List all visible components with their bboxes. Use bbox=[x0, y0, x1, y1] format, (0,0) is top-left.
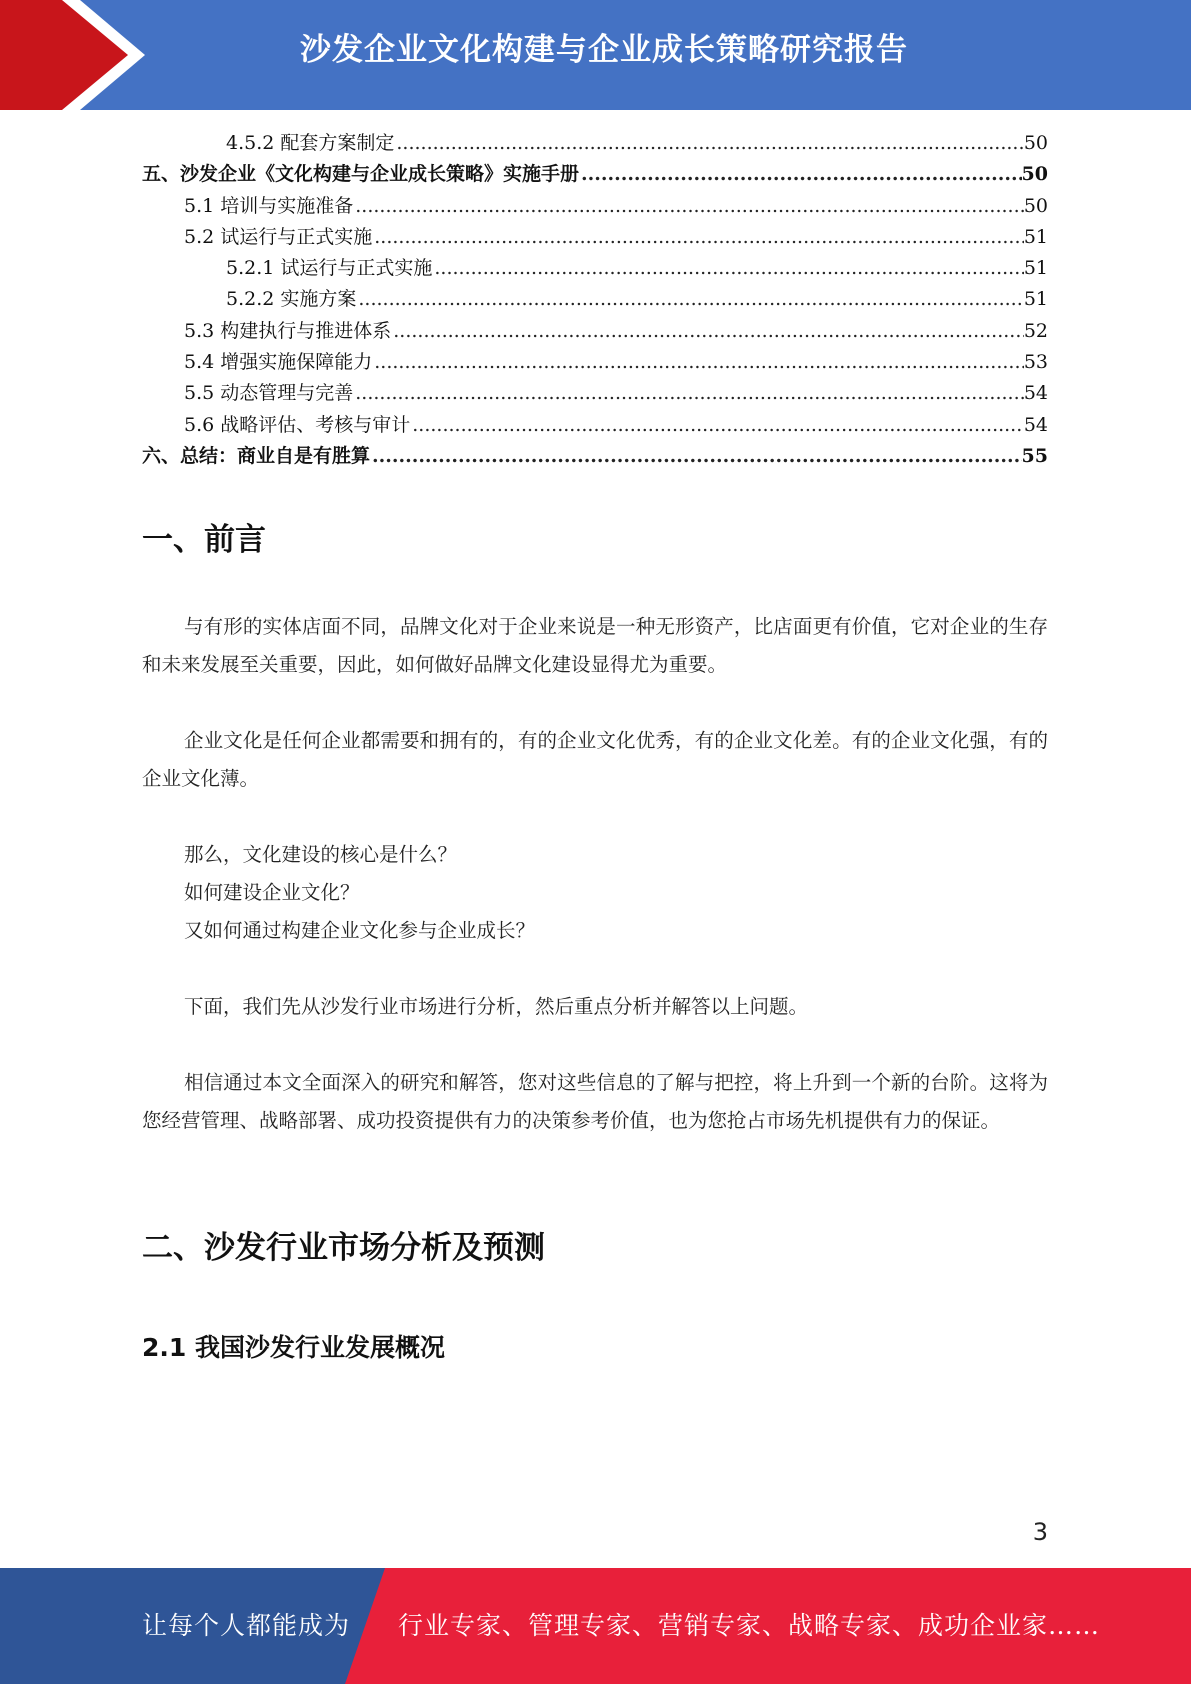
toc-entry-page: 50 bbox=[1021, 163, 1048, 186]
toc-entry-label: 5.3 构建执行与推进体系 bbox=[184, 319, 392, 342]
toc-entry[interactable] bbox=[142, 284, 1048, 315]
toc-entry[interactable] bbox=[142, 253, 1048, 284]
toc-entry-label: 4.5.2 配套方案制定 bbox=[226, 132, 395, 154]
toc-leader-dots bbox=[391, 316, 1024, 347]
question-line: 那么，文化建设的核心是什么？ bbox=[184, 843, 458, 866]
toc-entry[interactable] bbox=[142, 316, 1048, 347]
toc-entry-label: 五、沙发企业《文化构建与企业成长策略》实施手册 bbox=[142, 163, 580, 186]
paragraph: 与有形的实体店面不同，品牌文化对于企业来说是一种无形资产，比店面更有价值，它对企业的生存和未来发展至关重要，因此，如何做好品牌文化建设显得尤为重要。 bbox=[142, 615, 1048, 676]
toc-entry-page: 53 bbox=[1023, 351, 1048, 374]
toc-entry-label: 5.4 增强实施保障能力 bbox=[184, 351, 373, 374]
question-line: 如何建设企业文化？ bbox=[184, 881, 360, 904]
subsection-heading: 2.1 我国沙发行业发展概况 bbox=[142, 1333, 445, 1362]
toc-leader-dots bbox=[372, 347, 1024, 378]
paragraph: 企业文化是任何企业都需要和拥有的，有的企业文化优秀，有的企业文化差。有的企业文化强，有的企业文化薄。 bbox=[142, 729, 1048, 790]
section-heading-market-analysis: 二、沙发行业市场分析及预测 bbox=[142, 1230, 545, 1266]
page-number: 3 bbox=[1032, 1518, 1048, 1546]
toc-leader-dots bbox=[394, 128, 1023, 159]
toc-entry-page: 54 bbox=[1023, 382, 1048, 405]
toc-entry[interactable] bbox=[142, 378, 1048, 409]
toc-entry-label: 5.5 动态管理与完善 bbox=[184, 382, 354, 405]
toc-leader-dots bbox=[432, 253, 1023, 284]
toc-leader-dots bbox=[372, 222, 1024, 253]
toc-leader-dots bbox=[353, 191, 1024, 222]
paragraph: 下面，我们先从沙发行业市场进行分析，然后重点分析并解答以上问题。 bbox=[184, 995, 809, 1018]
toc-leader-dots bbox=[410, 410, 1024, 441]
toc-entry-page: 50 bbox=[1023, 194, 1048, 217]
toc-entry-label: 5.2.1 试运行与正式实施 bbox=[226, 257, 433, 280]
toc-entry-label: 5.2.2 实施方案 bbox=[226, 288, 357, 311]
toc-entry[interactable] bbox=[142, 347, 1048, 378]
paragraph: 相信通过本文全面深入的研究和解答，您对这些信息的了解与把控，将上升到一个新的台阶。这将为您经营管理、战略部署、成功投资提供有力的决策参考价值，也为您抢占市场先机提供有力的保证。 bbox=[142, 1071, 1048, 1132]
footer-slogan-left: 让每个人都能成为 bbox=[142, 1611, 351, 1640]
toc-entry-label: 5.1 培训与实施准备 bbox=[184, 194, 354, 217]
toc-entry[interactable] bbox=[142, 159, 1048, 190]
toc-entry[interactable] bbox=[142, 222, 1048, 253]
header-arrow-decoration bbox=[0, 0, 160, 110]
table-of-contents bbox=[142, 128, 1048, 472]
page-header bbox=[0, 0, 1191, 110]
header-title: 沙发企业文化构建与企业成长策略研究报告 bbox=[300, 32, 908, 68]
toc-entry-page: 51 bbox=[1023, 288, 1048, 311]
question-line: 又如何通过构建企业文化参与企业成长？ bbox=[184, 919, 536, 942]
toc-entry-label: 5.2 试运行与正式实施 bbox=[184, 225, 373, 248]
toc-entry-page: 51 bbox=[1023, 225, 1048, 248]
toc-leader-dots bbox=[356, 284, 1023, 315]
toc-entry[interactable] bbox=[142, 191, 1048, 222]
toc-entry-page: 54 bbox=[1023, 413, 1048, 436]
toc-entry-page: 52 bbox=[1023, 319, 1048, 342]
page-footer bbox=[0, 1568, 1191, 1684]
section-heading-preface: 一、前言 bbox=[142, 522, 266, 558]
toc-entry-page: 55 bbox=[1021, 444, 1048, 467]
toc-entry[interactable] bbox=[142, 441, 1048, 472]
toc-entry-page: 51 bbox=[1023, 257, 1048, 280]
toc-leader-dots bbox=[353, 378, 1024, 409]
toc-entry-label: 六、总结：商业自是有胜算 bbox=[142, 444, 371, 467]
toc-entry[interactable] bbox=[142, 128, 1048, 159]
toc-entry-page: 50 bbox=[1023, 132, 1048, 154]
toc-entry[interactable] bbox=[142, 410, 1048, 441]
toc-leader-dots bbox=[579, 159, 1022, 190]
toc-leader-dots bbox=[370, 441, 1022, 472]
toc-entry-label: 5.6 战略评估、考核与审计 bbox=[184, 413, 411, 436]
footer-slogan-right: 行业专家、管理专家、营销专家、战略专家、成功企业家…… bbox=[398, 1611, 1101, 1640]
